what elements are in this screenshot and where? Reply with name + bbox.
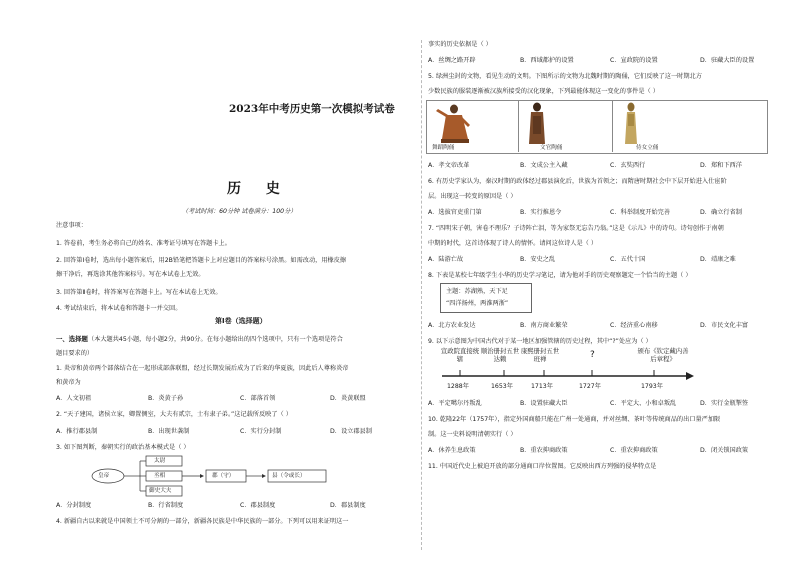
q2-option-a[interactable]: A．推行郡县制 xyxy=(56,428,98,435)
timeline-event-1: 宣政院直接统辖 xyxy=(440,347,480,363)
q2-option-d[interactable]: D．设立郡县制 xyxy=(330,428,372,435)
q9-option-d[interactable]: D．实行金瓶掣签 xyxy=(700,400,749,407)
q4-option-b[interactable]: B．西域都护的设置 xyxy=(520,57,574,64)
diagram-county: 郡（守） xyxy=(212,473,235,479)
diagram-official-3: 御史大夫 xyxy=(149,488,172,494)
q5-option-b[interactable]: B．文成公主入藏 xyxy=(520,162,568,169)
timeline-year-4: 1727年 xyxy=(579,383,601,390)
figure-caption-2: 文官陶俑 xyxy=(540,145,563,151)
diagram-official-1: 太尉 xyxy=(154,458,166,464)
q3-option-b[interactable]: B．行省制度 xyxy=(148,502,184,509)
q3-option-d[interactable]: D．郡县制度 xyxy=(330,502,366,509)
timeline-year-5: 1793年 xyxy=(641,383,663,390)
q6-option-d[interactable]: D．确立行省制 xyxy=(700,209,742,216)
q1-option-b[interactable]: B．炎黄子孙 xyxy=(148,395,184,402)
q8-note-line-2: “四洋扬州，两淮两浙” xyxy=(446,300,509,307)
notice-heading: 注意事项： xyxy=(56,222,87,229)
timeline-year-3: 1713年 xyxy=(531,383,553,390)
q9-stem: 9. 以下示意图为中国古代对于某一地区加强管辖的历史过程，其中“?”处应为（ ） xyxy=(428,338,652,345)
q6-option-c[interactable]: C．科举制度开始完善 xyxy=(610,209,671,216)
q7-option-a[interactable]: A．陆游亡故 xyxy=(428,256,464,263)
q5-option-a[interactable]: A．孝文帝改革 xyxy=(428,162,470,169)
q4-option-a[interactable]: A．丝绸之路开辟 xyxy=(428,57,476,64)
maid-figurine-image xyxy=(620,102,642,148)
notice-3: 3. 回答第Ⅱ卷时，将答案写在答题卡上。写在本试卷上无效。 xyxy=(56,289,222,296)
q8-option-a[interactable]: A．北方农业发达 xyxy=(428,322,476,329)
q4-stem: 4. 新疆自古以来就是中国领土不可分割的一部分，新疆各民族是中华民族的一部分。下列可以用来证明这一 xyxy=(56,518,349,525)
q5-stem: 5. 绿洲尘封的文物，看见生动的文明。下图所示的文物为北魏时期的陶俑，它们反映了这一时期北方 xyxy=(428,73,702,80)
q7-option-b[interactable]: B．安史之乱 xyxy=(520,256,556,263)
q3-option-a[interactable]: A．分封制度 xyxy=(56,502,92,509)
exam-title: 2023年中考历史第一次模拟考试卷 xyxy=(229,103,395,115)
diagram-district: 县（令或长） xyxy=(272,473,306,479)
q8-option-b[interactable]: B．南方商业繁荣 xyxy=(520,322,568,329)
q2-option-c[interactable]: C．实行分封制 xyxy=(240,428,282,435)
q10-option-d[interactable]: D．闭关锁国政策 xyxy=(700,447,749,454)
timeline-year-1: 1288年 xyxy=(447,383,469,390)
q10-stem: 10. 乾隆22年（1757年），指定外国商船只能在广州一处通商，并对丝绸、茶叶等传统商品的出口量严加限 xyxy=(428,416,721,423)
diagram-official-2: 丞相 xyxy=(154,473,166,479)
q1-stem-cont: 和黄帝为 xyxy=(56,379,81,386)
timeline-event-4: ? xyxy=(590,350,595,360)
timeline-year-2: 1653年 xyxy=(491,383,513,390)
q8-option-d[interactable]: D．市民文化丰富 xyxy=(700,322,749,329)
q7-stem: 7. “四明宋子朝，害卷不理乐？子诗阵亡泪，等为家祭无忘告乃翁。”这是《示儿》中的诗句。诗句创作于南朝 xyxy=(428,225,724,232)
diagram-emperor: 皇帝 xyxy=(98,473,110,479)
q11-stem: 11. 中国近代史上被迫开放的部分通商口岸位置图。它反映出西方列强的侵华特点是 xyxy=(428,463,657,470)
q1-stem: 1. 炎帝和黄帝两个部落结合在一起形成部落联盟，经过长期发展后成为了后来的华夏族，因此后人尊称炎帝 xyxy=(56,365,349,372)
q2-option-b[interactable]: B．出现世袭制 xyxy=(148,428,190,435)
exam-info: （考试时间：60分钟 试卷满分：100分） xyxy=(182,208,297,215)
q3-stem: 3. 如下图判断，秦朝实行的政治基本模式是（ ） xyxy=(56,444,190,451)
subject-heading: 历 史 xyxy=(227,181,290,197)
q8-option-c[interactable]: C．经济重心南移 xyxy=(610,322,658,329)
figure-caption-3: 侍女立俑 xyxy=(636,145,659,151)
part1-title: 第Ⅰ卷（选择题） xyxy=(215,317,267,325)
notice-4: 4. 考试结束后，将本试卷和答题卡一并交回。 xyxy=(56,305,182,312)
q10-option-a[interactable]: A．休养生息政策 xyxy=(428,447,476,454)
official-figurine-image xyxy=(524,102,550,148)
q5-figure-strip xyxy=(426,100,768,154)
q1-option-d[interactable]: D．炎黄联盟 xyxy=(330,395,366,402)
q5-stem-cont: 少数民族的服装逐渐被汉族所接受的汉化现象，下列最能体现这一变化的事件是（ ） xyxy=(428,88,659,95)
figure-separator-1 xyxy=(518,100,519,152)
q10-option-c[interactable]: C．重农抑商政策 xyxy=(610,447,658,454)
timeline-event-3: 康熙册封五世班禅 xyxy=(520,347,560,363)
q4-stem-cont: 事实的历史依据是（ ） xyxy=(428,41,492,48)
q4-option-c[interactable]: C．宣政院的设置 xyxy=(610,57,658,64)
q9-option-a[interactable]: A．平定噶尔丹叛乱 xyxy=(428,400,482,407)
q6-option-a[interactable]: A．选拔官吏重门第 xyxy=(428,209,482,216)
q5-option-d[interactable]: D．郑和下西洋 xyxy=(700,162,742,169)
q8-stem: 8. 下表是某校七年级学生小华的历史学习笔记，请为他对手的历史观察题定一个恰当的主题（ ） xyxy=(428,272,692,279)
section1-desc: （本大题共45小题，每小题2分，共90分。在每小题给出的四个选项中，只有一个选项是符合 xyxy=(87,336,343,343)
section1-label: 一、选择题 xyxy=(56,335,88,343)
q8-note-line-1: 主题：苏湖熟，天下足 xyxy=(446,288,508,295)
q7-stem-cont: 中期的时代，这首诗体现了诗人的情怀。请问这位诗人是（ ） xyxy=(428,240,598,247)
column-divider xyxy=(421,40,422,550)
q9-option-c[interactable]: C．平定大、小和卓叛乱 xyxy=(610,400,677,407)
q10-option-b[interactable]: B．重农抑商政策 xyxy=(520,447,568,454)
timeline-event-5: 颁布《钦定藏内善后章程》 xyxy=(637,347,689,363)
q5-option-c[interactable]: C．玄奘西行 xyxy=(610,162,646,169)
notice-2-cont: 擦干净后，再选涂其他答案标号。写在本试卷上无效。 xyxy=(56,271,205,278)
figure-caption-1: 舞蹈陶俑 xyxy=(432,145,455,151)
notice-1: 1. 答卷前，考生务必将自己的姓名、准考证号填写在答题卡上。 xyxy=(56,240,231,247)
q10-stem-cont: 制。这一史料说明清朝实行（ ） xyxy=(428,431,517,438)
q7-option-c[interactable]: C．五代十国 xyxy=(610,256,646,263)
q1-option-c[interactable]: C．部落首领 xyxy=(240,395,276,402)
q7-option-d[interactable]: D．靖康之难 xyxy=(700,256,736,263)
dancer-figurine-image xyxy=(432,103,472,145)
q4-option-d[interactable]: D．驻藏大臣的设置 xyxy=(700,57,755,64)
q6-stem-cont: 层。出现这一转变的原因是（ ） xyxy=(428,193,517,200)
timeline-event-2: 顺治册封五世达赖 xyxy=(480,347,520,363)
section1-desc-cont: 题目要求的） xyxy=(56,350,94,357)
figure-separator-2 xyxy=(612,100,613,152)
q9-option-b[interactable]: B．设置驻藏大臣 xyxy=(520,400,568,407)
q6-stem: 6. 有历史学家认为，秦汉时期的政体经过郡县演化后，世族为首领之；而隋唐时期社会中下层开始进入仕宦阶 xyxy=(428,178,727,185)
q3-option-c[interactable]: C．郡县制度 xyxy=(240,502,276,509)
notice-2: 2. 回答第Ⅰ卷时，选出每小题答案后，用2B铅笔把答题卡上对应题目的答案标号涂黑。如需改动，用橡皮擦 xyxy=(56,257,347,264)
q1-option-a[interactable]: A．人文初祖 xyxy=(56,395,92,402)
q2-stem: 2. “天子建国，诸侯立家，卿置侧室，大夫有贰宗，士有隶子弟。”这记载所反映了（ ） xyxy=(56,411,292,418)
q6-option-b[interactable]: B．实行推恩令 xyxy=(520,209,562,216)
